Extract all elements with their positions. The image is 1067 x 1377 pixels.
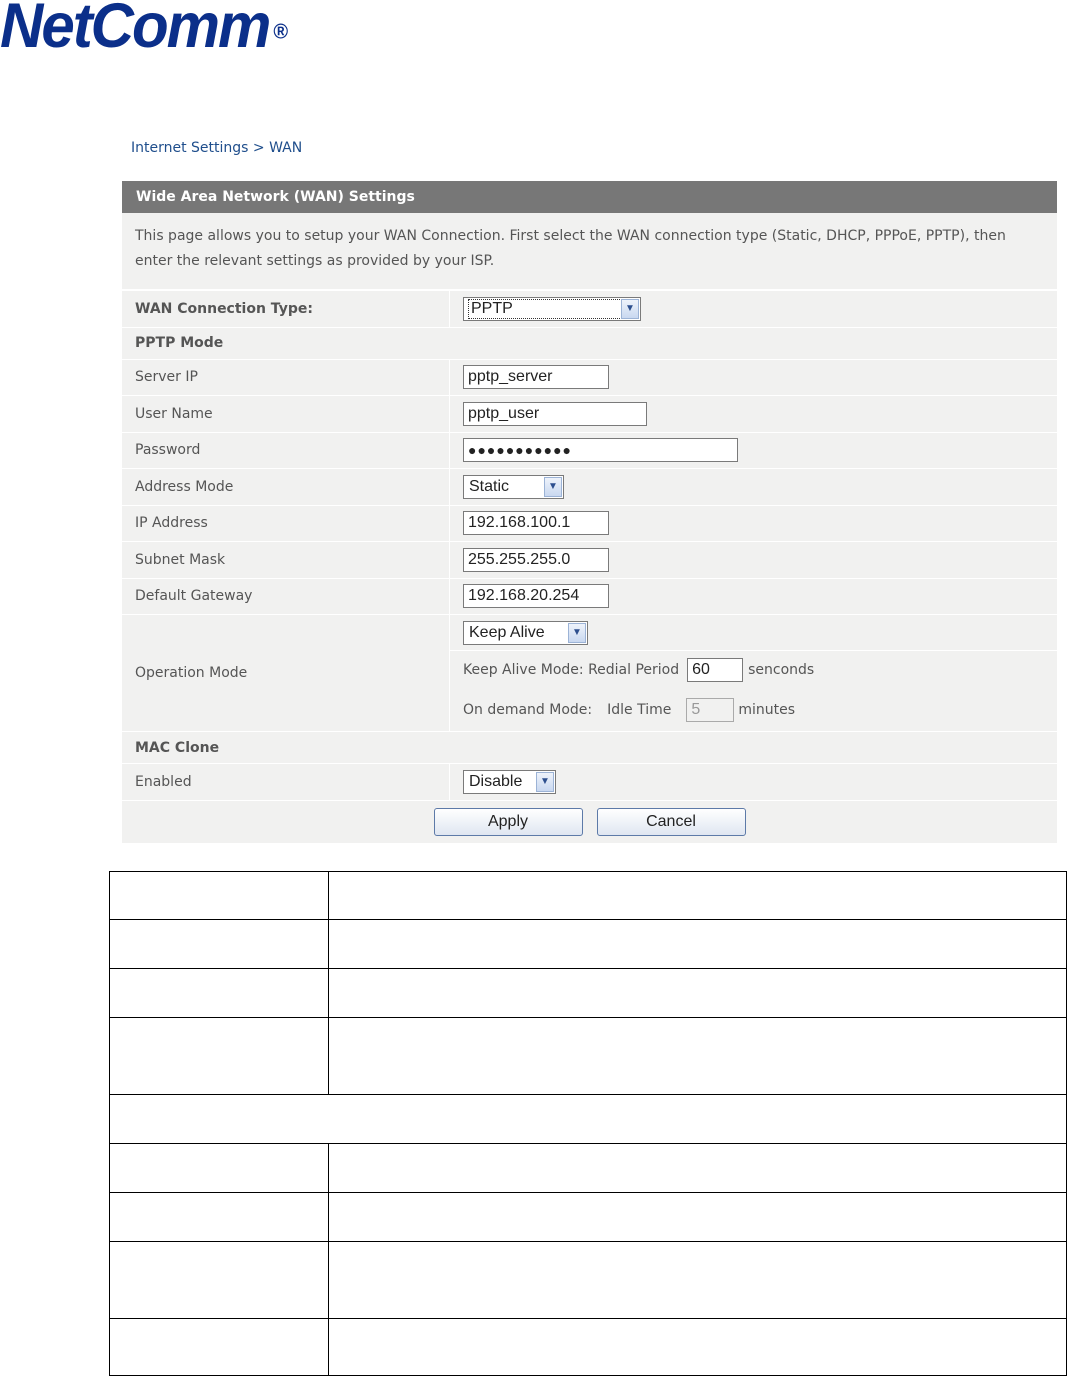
table-row xyxy=(110,872,1067,920)
cancel-button[interactable]: Cancel xyxy=(597,808,746,836)
server-ip-row xyxy=(122,360,1057,397)
table-cell xyxy=(329,1193,1067,1242)
table-cell xyxy=(329,1144,1067,1193)
user-name-row xyxy=(122,396,1057,433)
server-ip-input[interactable]: pptp_server xyxy=(463,365,609,389)
operation-mode-label: Operation Mode xyxy=(122,615,450,731)
operation-mode-value: Keep Alive xyxy=(469,623,545,641)
table-cell xyxy=(110,872,329,920)
table-cell xyxy=(110,1319,329,1376)
table-cell xyxy=(329,969,1067,1018)
apply-button[interactable]: Apply xyxy=(434,808,583,836)
table-row xyxy=(110,1144,1067,1193)
ip-address-row xyxy=(122,506,1057,543)
table-row xyxy=(110,1018,1067,1095)
panel-title: Wide Area Network (WAN) Settings xyxy=(122,181,1057,213)
address-mode-select[interactable] xyxy=(463,475,564,499)
redial-unit: senconds xyxy=(748,662,815,678)
mac-clone-enabled-row xyxy=(122,764,1057,801)
operation-mode-select[interactable] xyxy=(463,621,588,645)
registered-mark: ® xyxy=(273,20,289,44)
table-cell xyxy=(329,920,1067,969)
table-cell xyxy=(329,872,1067,920)
breadcrumb: Internet Settings > WAN xyxy=(131,140,303,156)
keep-alive-label: Keep Alive Mode: Redial Period xyxy=(463,662,680,678)
operation-mode-row xyxy=(122,615,1057,732)
table-cell xyxy=(329,1242,1067,1319)
pptp-section-row xyxy=(122,328,1057,360)
server-ip-label: Server IP xyxy=(122,360,450,396)
address-mode-row xyxy=(122,469,1057,506)
table-cell xyxy=(110,920,329,969)
password-label: Password xyxy=(122,433,450,469)
user-name-input[interactable]: pptp_user xyxy=(463,402,647,426)
table-cell xyxy=(110,1242,329,1319)
default-gateway-label: Default Gateway xyxy=(122,579,450,615)
redial-period-input[interactable]: 60 xyxy=(687,658,743,682)
wan-settings-panel xyxy=(122,181,1057,843)
wan-type-value: PPTP xyxy=(469,300,621,318)
password-input[interactable]: ●●●●●●●●●●● xyxy=(463,438,738,462)
ip-address-label: IP Address xyxy=(122,506,450,542)
wan-type-row xyxy=(122,291,1057,328)
subnet-mask-label: Subnet Mask xyxy=(122,542,450,578)
panel-intro: This page allows you to setup your WAN Connection. First select the WAN connection type (Static, DHCP, PPPoE, PPTP), then enter the relevant settings as provided by your ISP. xyxy=(122,216,1057,291)
mac-clone-value: Disable xyxy=(469,772,523,790)
chevron-down-icon[interactable]: ▼ xyxy=(621,299,639,319)
table-row xyxy=(110,920,1067,969)
table-row xyxy=(110,1095,1067,1144)
address-mode-value: Static xyxy=(469,477,510,495)
table-cell xyxy=(329,1319,1067,1376)
table-cell xyxy=(110,1095,1067,1144)
user-name-label: User Name xyxy=(122,396,450,432)
on-demand-label: On demand Mode: xyxy=(463,702,593,718)
table-cell xyxy=(110,1018,329,1095)
subnet-mask-input[interactable]: 255.255.255.0 xyxy=(463,548,609,572)
idle-unit: minutes xyxy=(738,702,796,718)
button-row xyxy=(122,801,1057,843)
table-cell xyxy=(110,1144,329,1193)
chevron-down-icon[interactable]: ▼ xyxy=(544,477,562,497)
chevron-down-icon[interactable]: ▼ xyxy=(568,623,586,643)
table-row xyxy=(110,969,1067,1018)
table-row xyxy=(110,1242,1067,1319)
pptp-section-title: PPTP Mode xyxy=(135,335,224,351)
idle-time-label: Idle Time xyxy=(607,702,672,718)
mac-clone-section-title: MAC Clone xyxy=(135,739,220,756)
table-cell xyxy=(329,1018,1067,1095)
table-row xyxy=(110,1193,1067,1242)
netcomm-logo xyxy=(0,0,289,61)
chevron-down-icon[interactable]: ▼ xyxy=(536,772,554,792)
description-table xyxy=(109,871,1067,1376)
idle-time-input[interactable]: 5 xyxy=(686,698,734,722)
mac-clone-enabled-label: Enabled xyxy=(122,764,450,800)
subnet-mask-row xyxy=(122,542,1057,579)
logo-text: NetComm xyxy=(0,0,270,61)
table-row xyxy=(110,1319,1067,1376)
mac-clone-section-row xyxy=(122,732,1057,764)
ip-address-input[interactable]: 192.168.100.1 xyxy=(463,511,609,535)
password-row xyxy=(122,433,1057,470)
default-gateway-row xyxy=(122,579,1057,616)
mac-clone-select[interactable] xyxy=(463,770,556,794)
table-cell xyxy=(110,1193,329,1242)
default-gateway-input[interactable]: 192.168.20.254 xyxy=(463,584,609,608)
address-mode-label: Address Mode xyxy=(122,469,450,505)
table-cell xyxy=(110,969,329,1018)
wan-type-label: WAN Connection Type: xyxy=(122,291,450,327)
wan-type-select[interactable] xyxy=(463,297,641,321)
